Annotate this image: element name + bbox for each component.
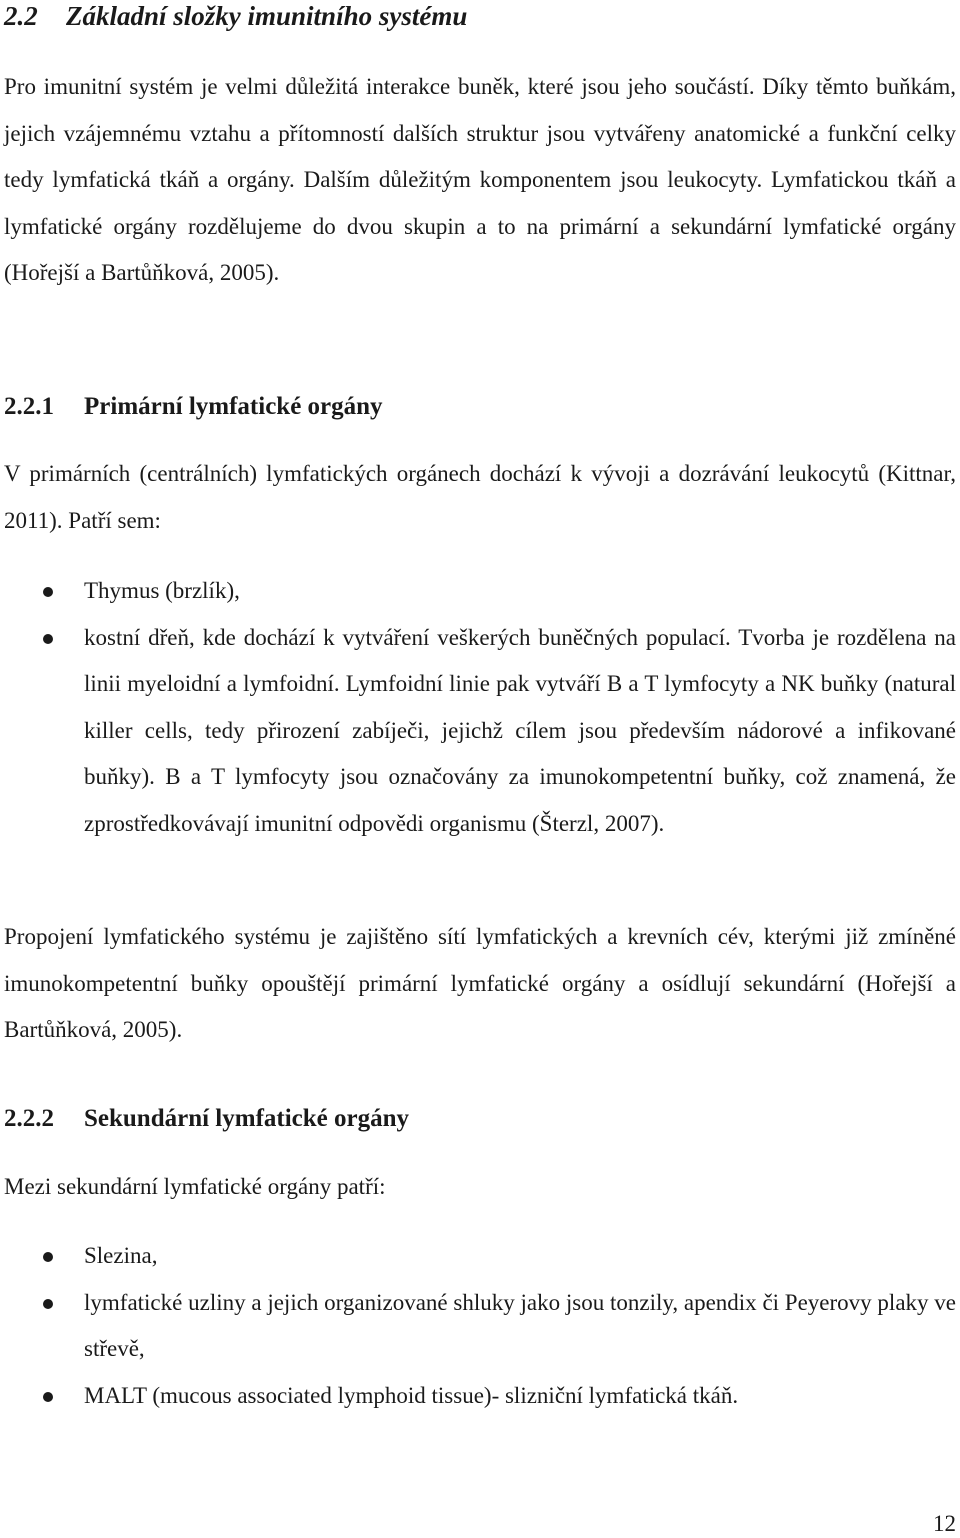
secondary-organs-paragraph: Mezi sekundární lymfatické orgány patří: (4, 1174, 386, 1199)
list-item (0, 568, 956, 615)
list-item-text: Slezina, (84, 1243, 158, 1268)
list-item-text: kostní dřeň, kde dochází k vytváření veškerých buněčných populací. Tvorba je rozdělena na linii myeloidní a lymfoidní. Lymfoidní linie pak vytváří B a T lymfocyty a NK buňky (natural killer cells, tedy přirození zabíječi, jejichž cílem jsou především nádorové a infikované buňky). B a T lymfocyty jsou označovány za imunokompetentní buňky, což znamená, že zprostředkovávají imunitní odpovědi organismu (Šterzl, 2007). (84, 624, 956, 836)
primary-organs-list (0, 568, 956, 847)
list-item (0, 1280, 956, 1373)
subsection-number: 2.2.1 (4, 393, 54, 420)
list-item-text: MALT (mucous associated lymphoid tissue)- slizniční lymfatická tkáň. (84, 1382, 739, 1408)
bullet-icon (43, 634, 53, 644)
list-item-text: lymfatické uzliny a jejich organizované shluky jako jsou tonzily, apendix či Peyerovy plaky ve střevě, (84, 1289, 956, 1361)
lymphatic-connection-paragraph: Propojení lymfatického systému je zajištěno sítí lymfatických a krevních cév, kterými již zmíněné imunokompetentní buňky opouštějí primární lymfatické orgány a osídlují sekundární (Hořejší a Bartůňková, 2005). (4, 924, 956, 1042)
intro-paragraph: Pro imunitní systém je velmi důležitá interakce buněk, které jsou jeho součástí. Díky těmto buňkám, jejich vzájemnému vztahu a přítomností dalších struktur jsou vytvářeny anatomické a funkční celky tedy lymfatická tkáň a orgány. Dalším důležitým komponentem jsou leukocyty. Lymfatickou tkáň a lymfatické orgány rozdělujeme do dvou skupin a to na primární a sekundární lymfatické orgány (Hořejší a Bartůňková, 2005). (4, 74, 956, 285)
primary-organs-paragraph: V primárních (centrálních) lymfatických orgánech dochází k vývoji a dozrávání leukocytů (Kittnar, 2011). Patří sem: (4, 461, 956, 533)
page-number: 12 (933, 1511, 956, 1536)
subsection-title: Primární lymfatické orgány (84, 393, 383, 420)
list-item (0, 1233, 956, 1280)
secondary-organs-list (0, 1233, 956, 1419)
bullet-icon (43, 587, 53, 597)
subsection-heading-primary (4, 390, 383, 424)
subsection-number: 2.2.2 (4, 1105, 54, 1132)
section-title: Základní složky imunitního systému (66, 1, 468, 31)
subsection-title: Sekundární lymfatické orgány (84, 1105, 410, 1132)
bullet-icon (43, 1299, 53, 1309)
section-number: 2.2 (4, 1, 38, 31)
list-item-text: Thymus (brzlík), (84, 578, 240, 603)
section-heading (4, 0, 467, 34)
list-item (0, 615, 956, 848)
bullet-icon (43, 1392, 53, 1402)
bullet-icon (43, 1252, 53, 1262)
subsection-heading-secondary (4, 1102, 409, 1136)
list-item (0, 1373, 956, 1420)
